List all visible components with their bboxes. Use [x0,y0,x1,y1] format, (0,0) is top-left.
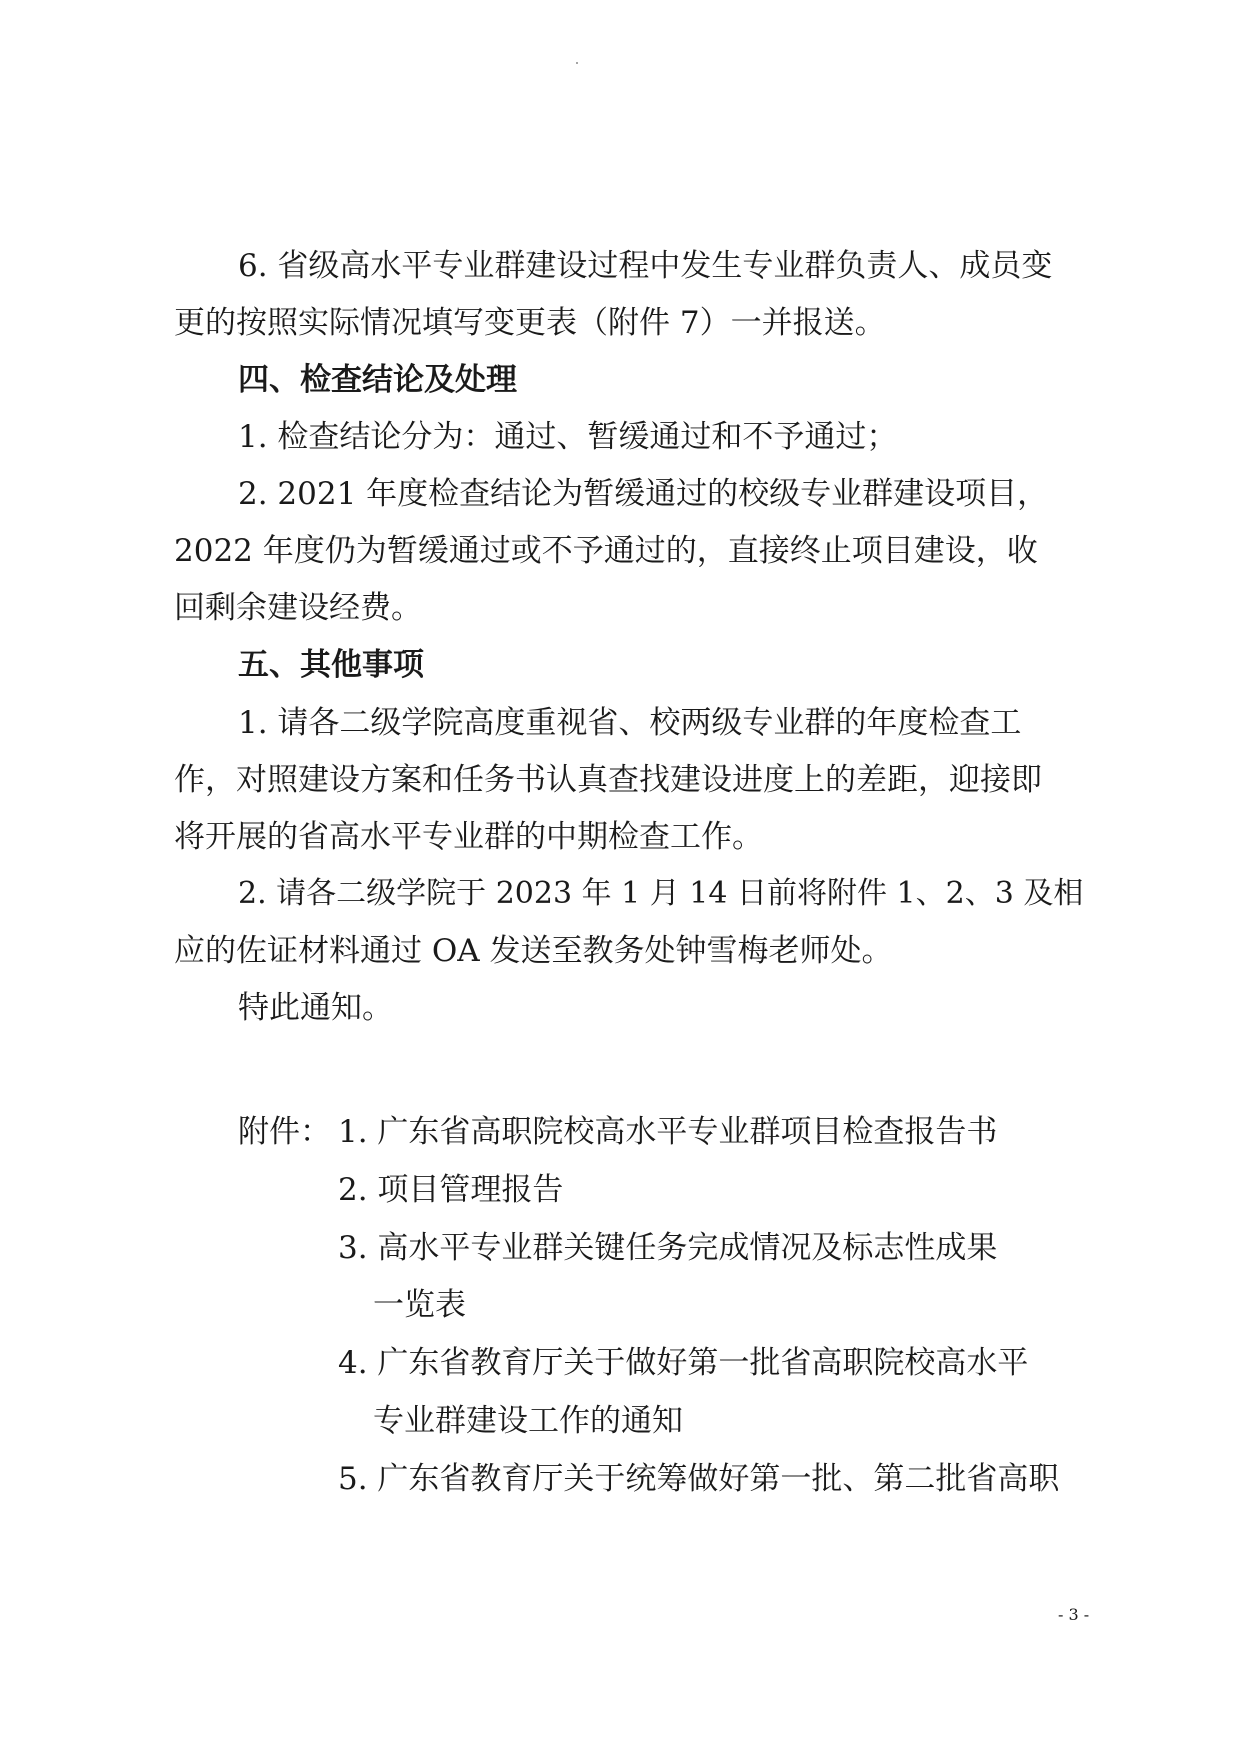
page-number: - 3 - [1058,1605,1090,1624]
attachment-4-line1: 4. 广东省教育厅关于做好第一批省高职院校高水平 [338,1345,1029,1381]
attachment-1: 1. 广东省高职院校高水平专业群项目检查报告书 [338,1114,998,1150]
section5-item2-line1: 2. 请各二级学院于 2023 年 1 月 14 日前将附件 1、2、3 及相 [238,876,1084,911]
section5-heading: 五、其他事项 [238,647,424,683]
attachment-3-line2: 一览表 [373,1287,466,1323]
section4-item2-line1: 2. 2021 年度检查结论为暂缓通过的校级专业群建设项目， [238,476,1049,512]
attachment-2: 2. 项目管理报告 [338,1172,564,1208]
section5-item2-line2: 应的佐证材料通过 OA 发送至教务处钟雪梅老师处。 [174,933,893,969]
attachments-label: 附件： [238,1114,331,1150]
attachment-3-line1: 3. 高水平专业群关键任务完成情况及标志性成果 [338,1230,998,1266]
item6-line1: 6. 省级高水平专业群建设过程中发生专业群负责人、成员变 [238,248,1053,284]
section4-heading: 四、检查结论及处理 [238,362,517,398]
section5-item1-line2: 作，对照建设方案和任务书认真查找建设进度上的差距，迎接即 [174,762,1042,798]
item6-line2: 更的按照实际情况填写变更表（附件 7）一并报送。 [174,305,886,341]
section4-item1: 1. 检查结论分为：通过、暂缓通过和不予通过； [238,419,898,455]
attachment-4-line2: 专业群建设工作的通知 [373,1403,683,1439]
scan-dot-mark [576,62,578,64]
attachment-5-line1: 5. 广东省教育厅关于统筹做好第一批、第二批省高职 [338,1461,1060,1497]
section4-item2-line2: 2022 年度仍为暂缓通过或不予通过的，直接终止项目建设，收 [174,533,1038,569]
section4-item2-line3: 回剩余建设经费。 [174,590,422,626]
section5-item1-line3: 将开展的省高水平专业群的中期检查工作。 [174,819,763,855]
closing-text: 特此通知。 [238,990,393,1026]
section5-item1-line1: 1. 请各二级学院高度重视省、校两级专业群的年度检查工 [238,705,1022,741]
